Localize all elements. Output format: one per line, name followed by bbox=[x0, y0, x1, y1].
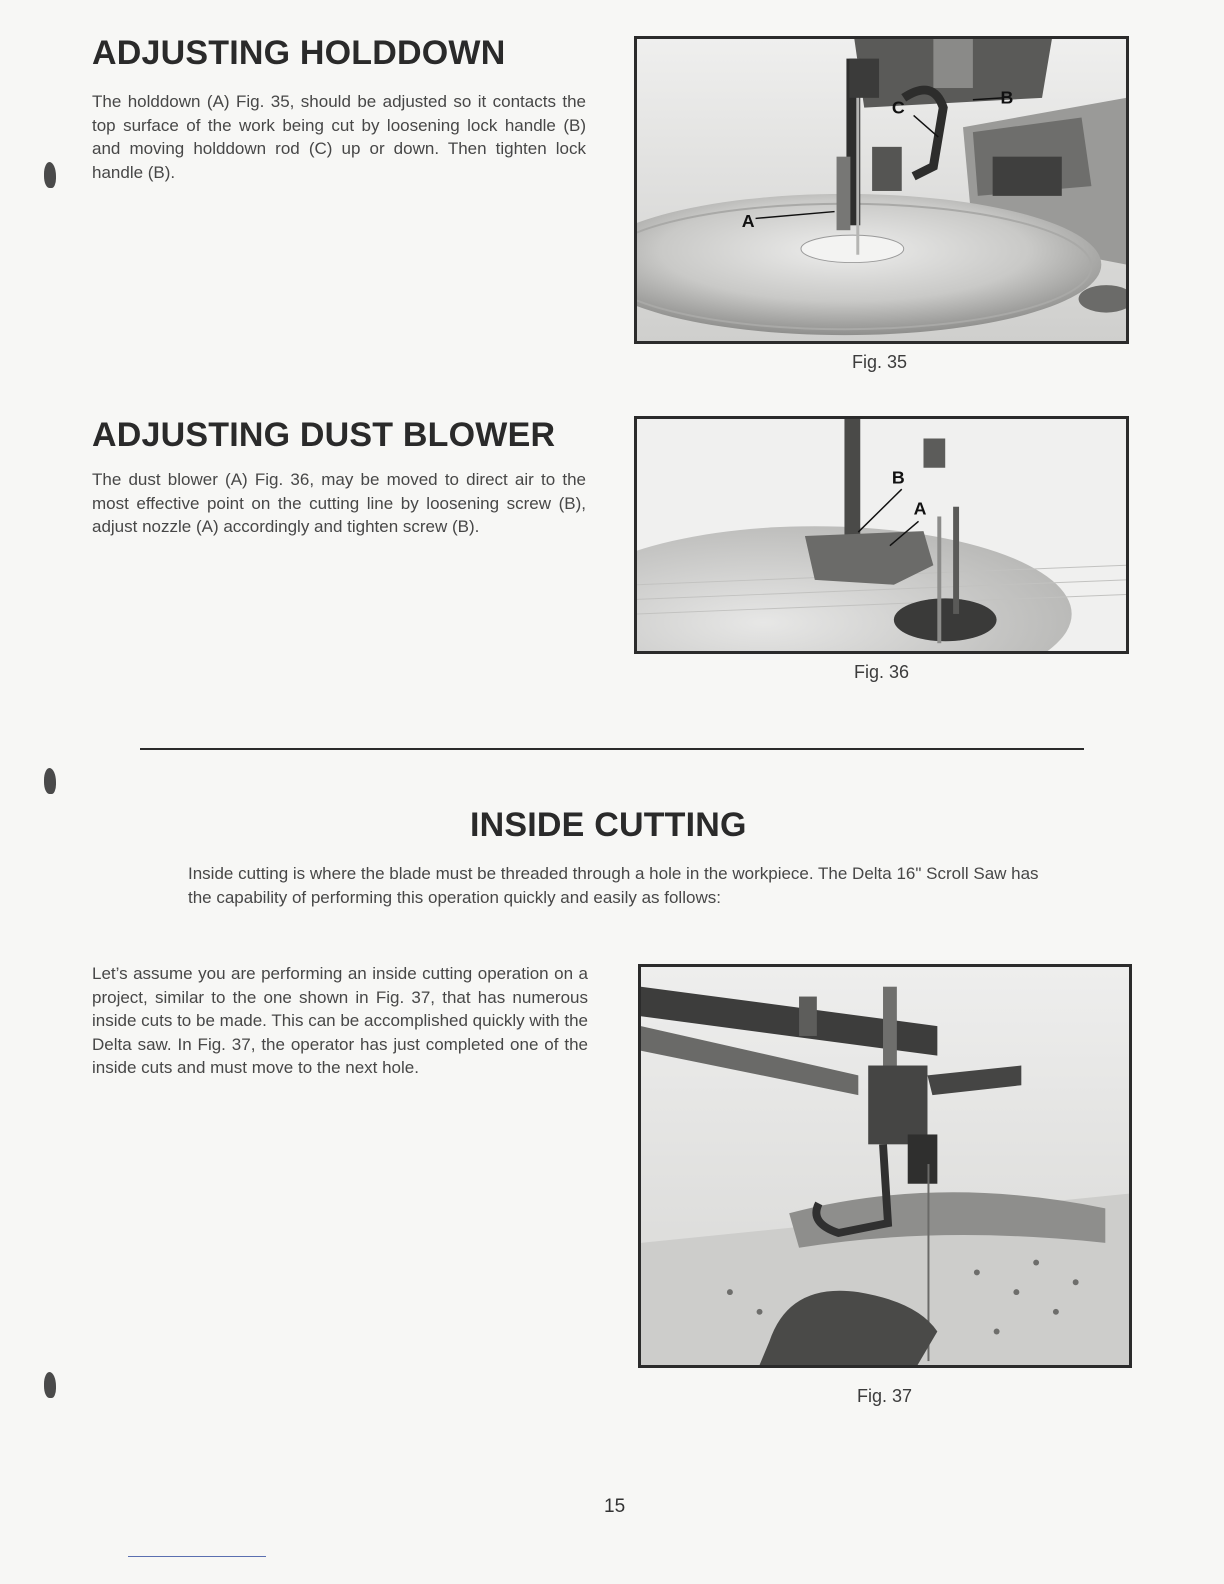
figure-37-photo bbox=[638, 964, 1132, 1368]
bottom-edge-mark bbox=[128, 1556, 266, 1557]
fig35-label-a: A bbox=[741, 211, 755, 232]
figure-35-photo bbox=[634, 36, 1129, 344]
punch-hole-bottom bbox=[44, 1372, 56, 1398]
inside-cutting-intro: Inside cutting is where the blade must be threaded through a hole in the workpiece. The Delta 16" Scroll Saw has the capability of performing this operation quickly and easily as follows: bbox=[188, 864, 1039, 907]
dust-blower-body: The dust blower (A) Fig. 36, may be moved to direct air to the most effective point on the cutting line by loosening screw (B), adjust nozzle (A) accordingly and tighten screw (B). bbox=[92, 470, 586, 536]
figure-36-caption: Fig. 36 bbox=[854, 662, 910, 682]
dust-blower-heading: ADJUSTING DUST BLOWER bbox=[92, 416, 556, 454]
punch-hole-middle bbox=[44, 768, 56, 794]
holddown-heading: ADJUSTING HOLDDOWN bbox=[92, 34, 506, 72]
inside-cutting-body: Let’s assume you are performing an inside cutting operation on a project, similar to the one shown in Fig. 37, that has numerous inside cuts to be made. This can be accomplished quickly with the Delta saw. In Fig. 37, the operator has just completed one of the inside cuts and must move to the next hole. bbox=[92, 964, 588, 1077]
figure-35-caption: Fig. 35 bbox=[852, 352, 908, 372]
holddown-body: The holddown (A) Fig. 35, should be adjusted so it contacts the top surface of the work being cut by loosening lock handle (B) and moving holddown rod (C) up or down. Then tighten lock handle (B). bbox=[92, 92, 586, 182]
page-number: 15 bbox=[604, 1496, 626, 1517]
inside-cutting-heading: INSIDE CUTTING bbox=[470, 806, 747, 844]
figure-36-photo bbox=[634, 416, 1129, 654]
fig35-label-b: B bbox=[1000, 87, 1014, 108]
punch-hole-top bbox=[44, 162, 56, 188]
fig35-label-c: C bbox=[891, 97, 905, 118]
section-divider bbox=[140, 748, 1084, 750]
fig36-label-b: B bbox=[891, 467, 905, 488]
fig36-label-a: A bbox=[913, 498, 927, 519]
figure-37-caption: Fig. 37 bbox=[857, 1386, 913, 1406]
